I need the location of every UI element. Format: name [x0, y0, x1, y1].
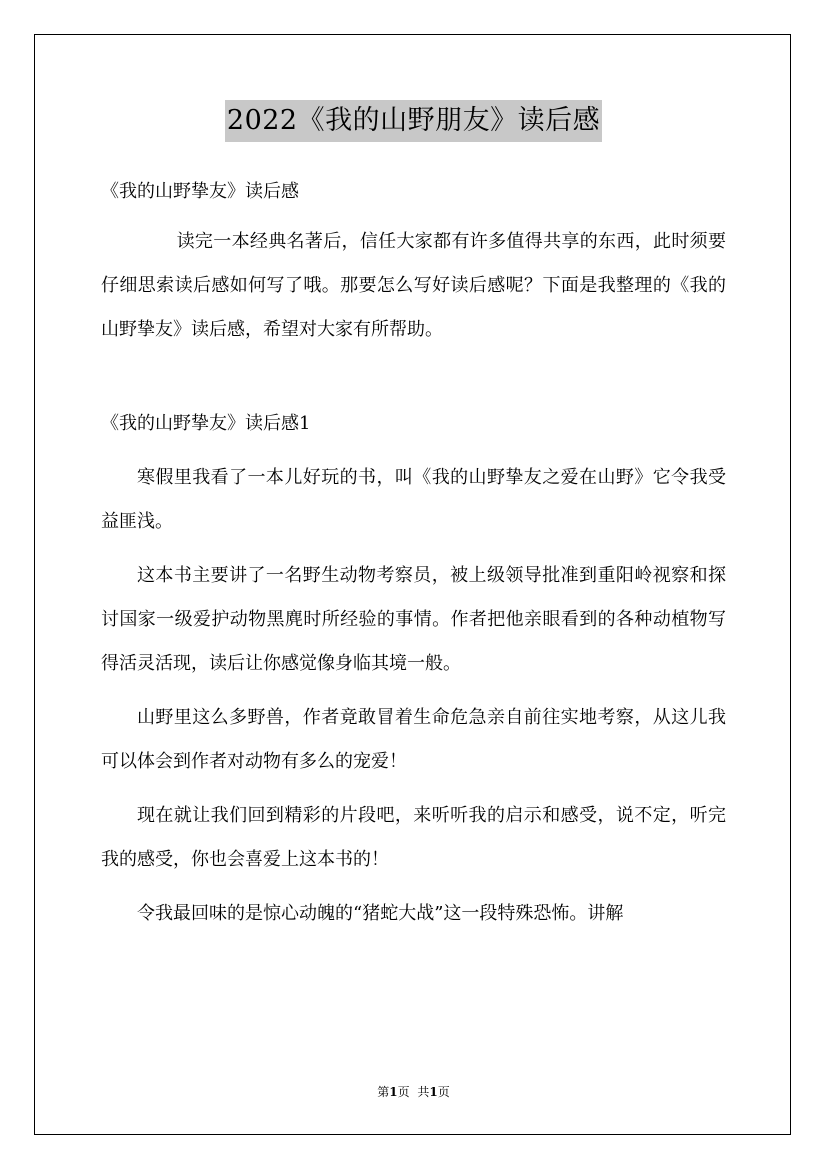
total-suffix: 页: [437, 1085, 450, 1099]
body-paragraph-2: 这本书主要讲了一名野生动物考察员，被上级领导批准到重阳岭视察和探讨国家一级爱护动物黑麂时所经验的事情。作者把他亲眼看到的各种动植物写得活灵活现，读后让你感觉像身临其境一般。: [101, 565, 726, 674]
intro-paragraph: 读完一本经典名著后，信任大家都有许多值得共享的东西，此时须要仔细思索读后感如何写了哦。那要怎么写好读后感呢？下面是我整理的《我的山野挚友》读后感，希望对大家有所帮助。: [101, 231, 726, 340]
page-prefix: 第: [377, 1085, 390, 1099]
total-number: 1: [429, 1085, 438, 1099]
document-title: 2022《我的山野朋友》读后感: [225, 100, 602, 142]
section-heading: 《我的山野挚友》读后感1: [101, 413, 311, 434]
page-suffix: 页: [397, 1085, 410, 1099]
page-footer: [0, 1083, 827, 1101]
document-subtitle: 《我的山野挚友》读后感: [101, 181, 299, 202]
total-prefix: 共: [417, 1085, 430, 1099]
page-number: 1: [389, 1085, 398, 1099]
document-body: [101, 170, 726, 936]
body-paragraph-1: 寒假里我看了一本儿好玩的书，叫《我的山野挚友之爱在山野》它令我受益匪浅。: [101, 467, 726, 532]
body-paragraph-3: 山野里这么多野兽，作者竟敢冒着生命危急亲自前往实地考察，从这儿我可以体会到作者对动物有多么的宠爱！: [101, 707, 726, 772]
body-paragraph-4: 现在就让我们回到精彩的片段吧，来听听我的启示和感受，说不定，听完我的感受，你也会喜爱上这本书的！: [101, 805, 726, 870]
title-container: [0, 100, 827, 142]
body-paragraph-5: 令我最回味的是惊心动魄的“猪蛇大战”这一段特殊恐怖。讲解: [137, 903, 624, 924]
